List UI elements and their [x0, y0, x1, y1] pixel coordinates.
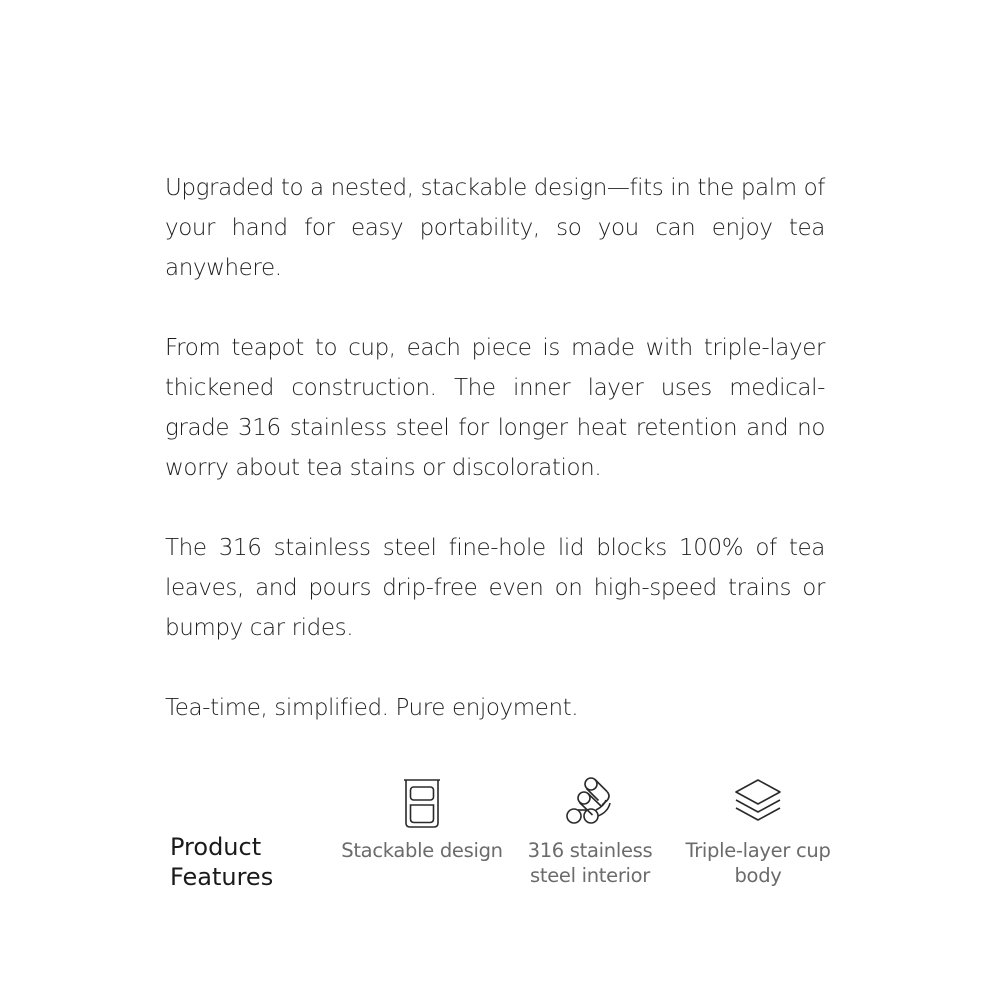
- layers-icon: [728, 772, 788, 832]
- stackable-cup-icon: [392, 772, 452, 832]
- features-title: Product Features: [170, 833, 274, 891]
- feature-steel: [505, 772, 675, 888]
- description-block: [165, 168, 825, 728]
- paragraph-portability: Upgraded to a nested, stackable design—fits in the palm of your hand for easy portability, so you can enjoy tea anywhere.: [165, 175, 825, 281]
- feature-label: 316 stainless steel interior: [527, 839, 653, 887]
- feature-label: Triple-layer cup body: [685, 839, 831, 887]
- feature-triple-layer: [673, 772, 843, 888]
- feature-label: Stackable design: [341, 839, 503, 862]
- paragraph-tagline: Tea-time, simplified. Pure enjoyment.: [165, 695, 579, 721]
- feature-stackable: [337, 772, 507, 863]
- steel-rods-icon: [560, 772, 620, 832]
- product-features: [165, 772, 831, 902]
- paragraph-construction: From teapot to cup, each piece is made with triple-layer thickened construction. The inner layer uses medical-grade 316 stainless steel for longer heat retention and no worry about tea stains or discoloration.: [165, 335, 825, 481]
- paragraph-lid: The 316 stainless steel fine-hole lid blocks 100% of tea leaves, and pours drip-free even on high-speed trains or bumpy car rides.: [165, 535, 825, 641]
